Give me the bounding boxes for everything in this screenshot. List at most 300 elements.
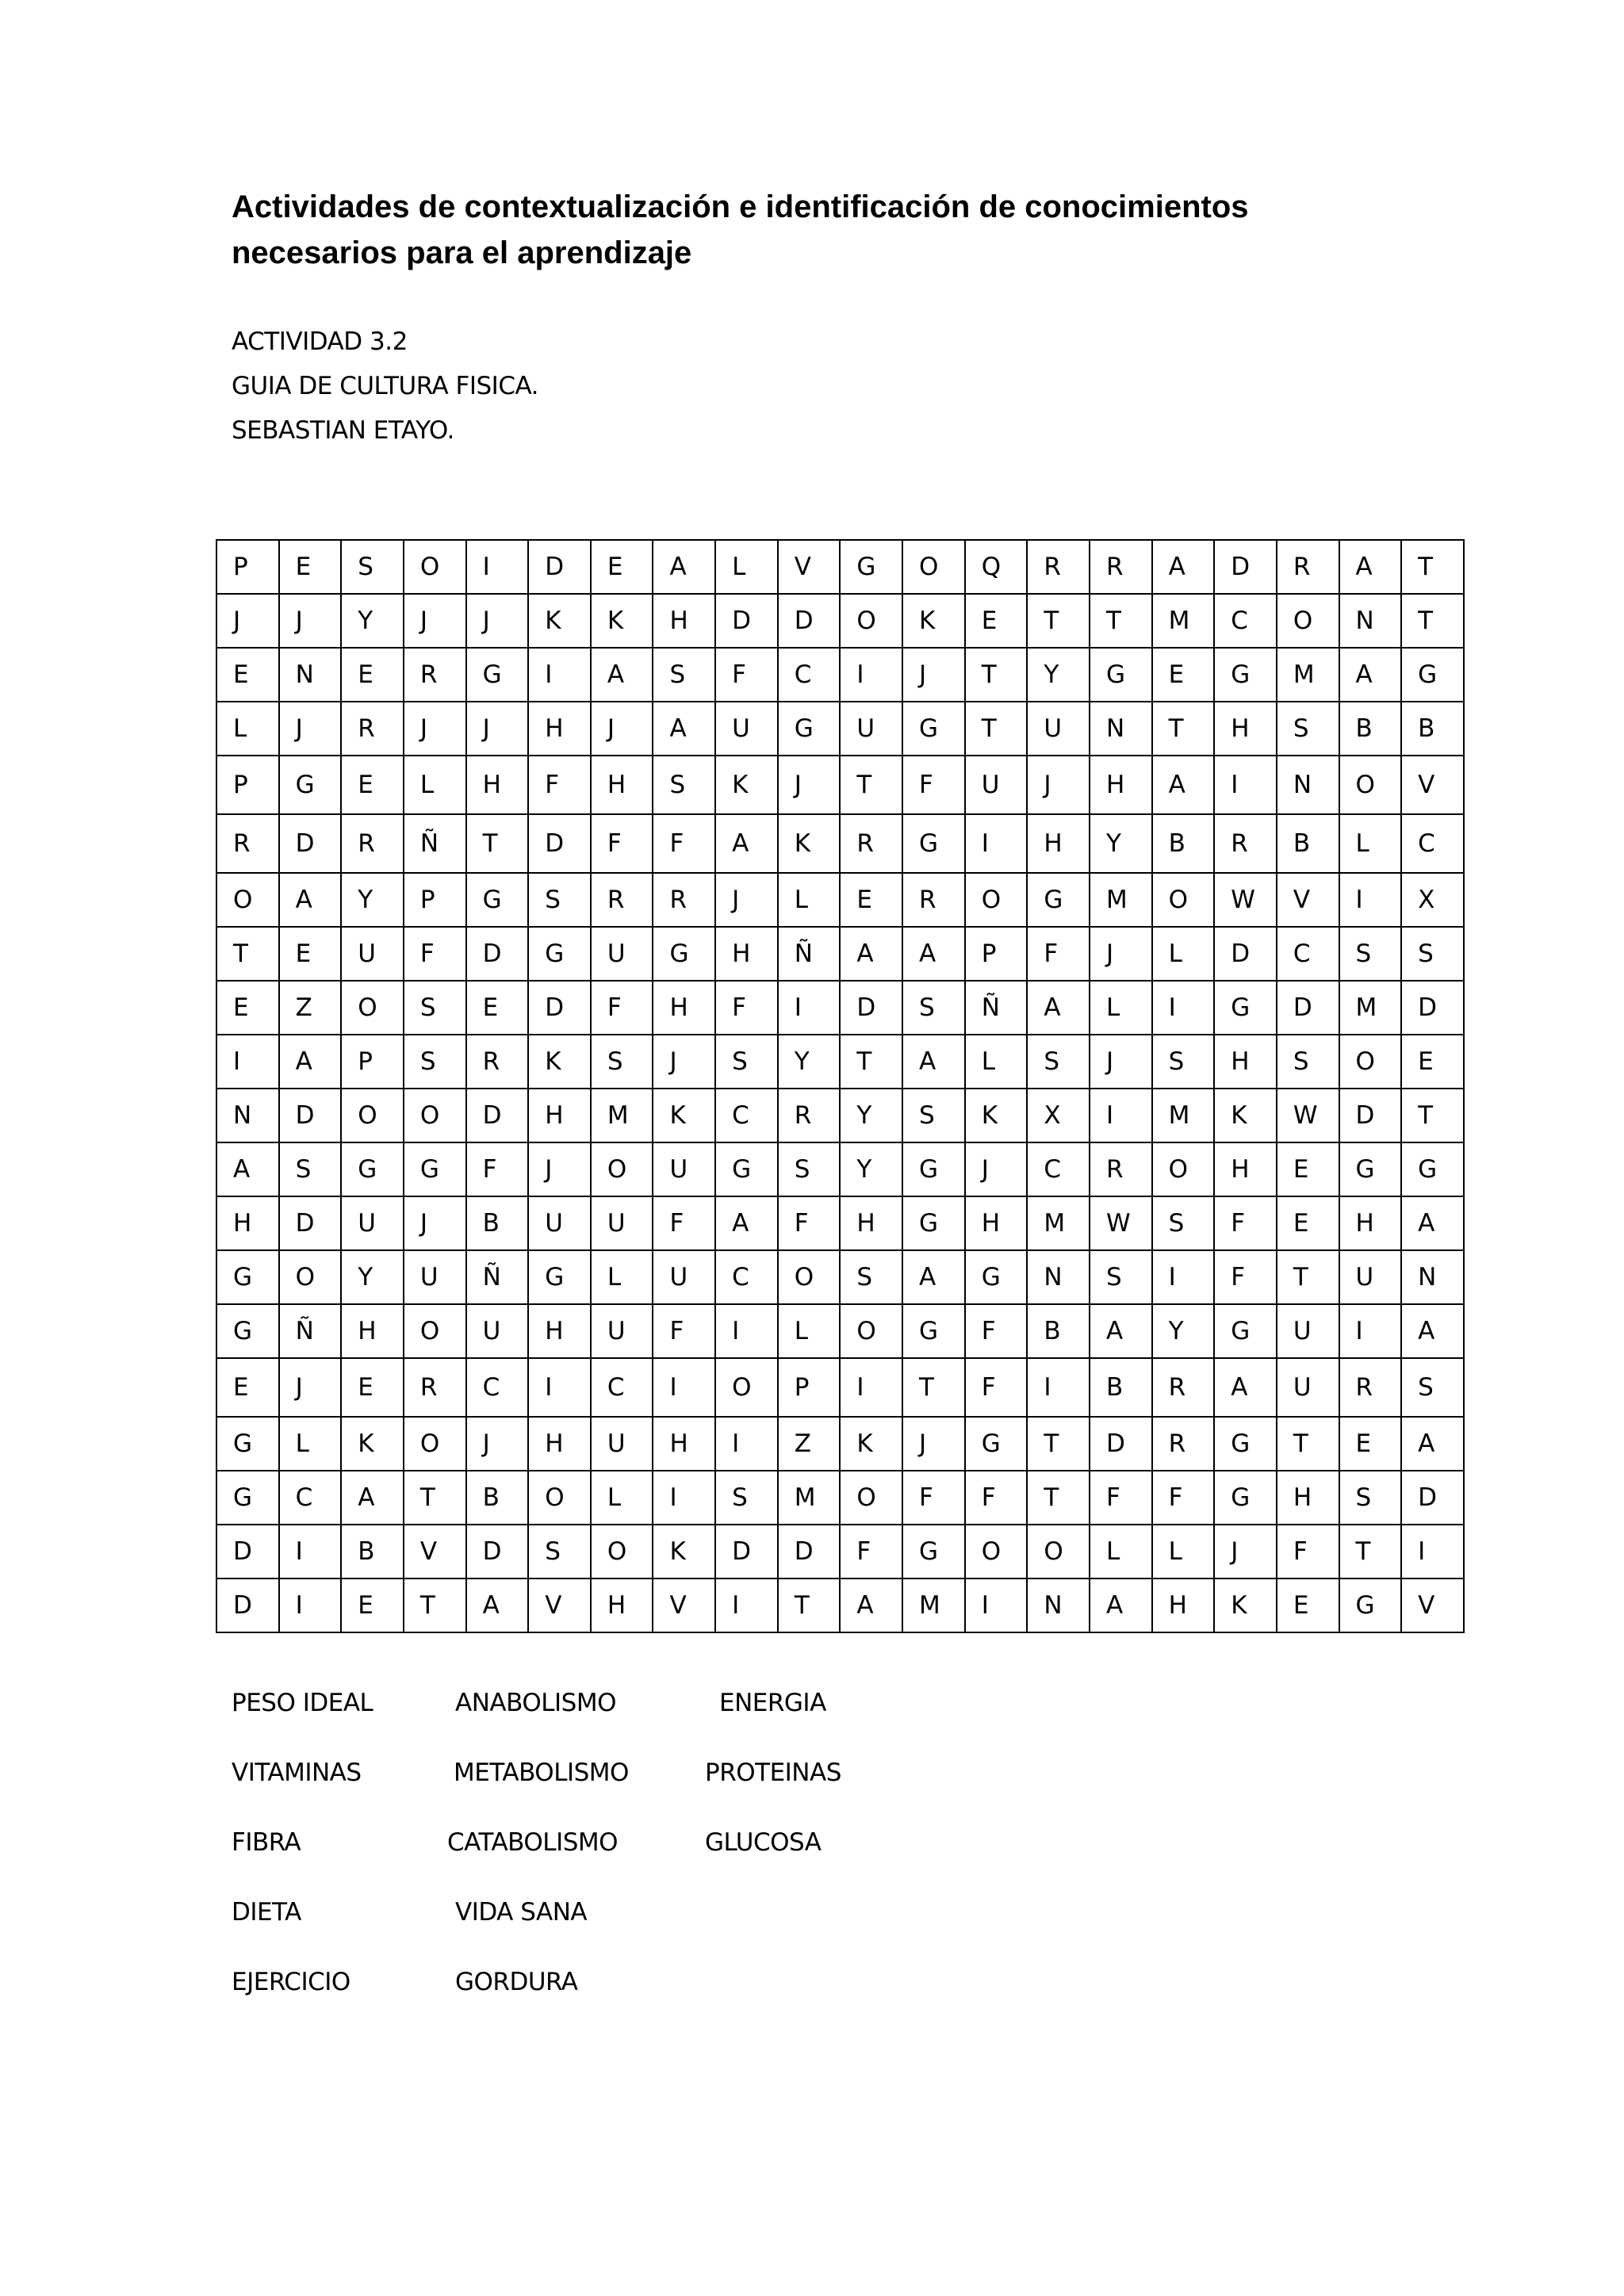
grid-cell: E xyxy=(216,648,279,702)
grid-cell: G xyxy=(902,1525,965,1578)
grid-cell: R xyxy=(591,873,653,927)
grid-cell: G xyxy=(1214,648,1277,702)
grid-cell: T xyxy=(1339,1525,1402,1578)
grid-cell: E xyxy=(591,540,653,594)
grid-cell: C xyxy=(778,648,841,702)
grid-cell: D xyxy=(840,981,902,1035)
grid-cell: Y xyxy=(778,1035,841,1089)
grid-cell: T xyxy=(404,1471,466,1525)
grid-cell: O xyxy=(965,1525,1028,1578)
word-search-grid xyxy=(216,539,1465,1633)
grid-cell: R xyxy=(1277,540,1339,594)
grid-cell: T xyxy=(1277,1250,1339,1304)
grid-cell: V xyxy=(1401,1578,1464,1632)
page-title: Actividades de contextualización e identificación de conocimientos necesarios para el aprendizaje xyxy=(232,189,1249,270)
grid-cell: E xyxy=(1277,1578,1339,1632)
grid-cell: B xyxy=(1027,1304,1090,1358)
grid-cell: C xyxy=(591,1358,653,1417)
grid-cell: C xyxy=(715,1250,778,1304)
grid-row xyxy=(216,1196,1464,1250)
grid-cell: L xyxy=(216,702,279,756)
grid-cell: I xyxy=(840,648,902,702)
grid-cell: G xyxy=(902,1196,965,1250)
grid-cell: I xyxy=(653,1471,715,1525)
grid-cell: K xyxy=(528,594,591,648)
grid-row xyxy=(216,1035,1464,1089)
grid-cell: Ñ xyxy=(965,981,1028,1035)
grid-cell: O xyxy=(840,1304,902,1358)
grid-cell: S xyxy=(1152,1196,1215,1250)
grid-cell: G xyxy=(216,1417,279,1471)
grid-cell: A xyxy=(279,873,342,927)
grid-cell: R xyxy=(902,873,965,927)
grid-cell: B xyxy=(1090,1358,1152,1417)
grid-cell: O xyxy=(591,1525,653,1578)
grid-cell: E xyxy=(1339,1417,1402,1471)
grid-cell: G xyxy=(1401,1142,1464,1196)
grid-cell: A xyxy=(591,648,653,702)
grid-cell: M xyxy=(1152,1089,1215,1142)
grid-cell: Q xyxy=(965,540,1028,594)
grid-cell: D xyxy=(715,594,778,648)
grid-cell: R xyxy=(1152,1358,1215,1417)
grid-cell: O xyxy=(1152,1142,1215,1196)
grid-cell: S xyxy=(653,756,715,814)
grid-cell: J xyxy=(466,1417,529,1471)
grid-cell: J xyxy=(778,756,841,814)
grid-row xyxy=(216,981,1464,1035)
grid-cell: N xyxy=(1401,1250,1464,1304)
grid-cell: J xyxy=(279,594,342,648)
grid-cell: T xyxy=(1027,1417,1090,1471)
grid-cell: F xyxy=(591,981,653,1035)
grid-cell: J xyxy=(1090,1035,1152,1089)
grid-cell: G xyxy=(216,1304,279,1358)
grid-cell: S xyxy=(1339,927,1402,981)
grid-cell: H xyxy=(466,756,529,814)
grid-cell: J xyxy=(902,648,965,702)
grid-cell: T xyxy=(1401,594,1464,648)
grid-cell: F xyxy=(591,814,653,873)
grid-cell: C xyxy=(1027,1142,1090,1196)
grid-cell: R xyxy=(404,648,466,702)
grid-cell: W xyxy=(1214,873,1277,927)
grid-cell: E xyxy=(341,648,404,702)
grid-cell: W xyxy=(1090,1196,1152,1250)
grid-cell: B xyxy=(1277,814,1339,873)
grid-cell: D xyxy=(528,981,591,1035)
grid-cell: H xyxy=(1027,814,1090,873)
grid-cell: H xyxy=(528,1417,591,1471)
grid-cell: J xyxy=(653,1035,715,1089)
grid-cell: U xyxy=(341,927,404,981)
grid-row xyxy=(216,873,1464,927)
grid-cell: K xyxy=(840,1417,902,1471)
activity-info xyxy=(232,320,538,453)
grid-cell: E xyxy=(1277,1196,1339,1250)
grid-row xyxy=(216,1089,1464,1142)
grid-cell: R xyxy=(341,814,404,873)
grid-cell: A xyxy=(902,1035,965,1089)
grid-cell: K xyxy=(902,594,965,648)
grid-cell: H xyxy=(1214,1142,1277,1196)
grid-cell: R xyxy=(653,873,715,927)
grid-cell: H xyxy=(1277,1471,1339,1525)
grid-cell: D xyxy=(279,1089,342,1142)
grid-cell: R xyxy=(466,1035,529,1089)
grid-cell: U xyxy=(466,1304,529,1358)
grid-row xyxy=(216,648,1464,702)
grid-cell: G xyxy=(466,873,529,927)
grid-cell: E xyxy=(1277,1142,1339,1196)
grid-cell: G xyxy=(466,648,529,702)
grid-cell: S xyxy=(902,1089,965,1142)
grid-cell: H xyxy=(528,1089,591,1142)
grid-cell: G xyxy=(902,1304,965,1358)
grid-cell: Ñ xyxy=(404,814,466,873)
grid-cell: H xyxy=(341,1304,404,1358)
grid-row xyxy=(216,540,1464,594)
grid-cell: A xyxy=(1090,1578,1152,1632)
grid-cell: P xyxy=(216,540,279,594)
grid-cell: F xyxy=(1090,1471,1152,1525)
grid-cell: Z xyxy=(778,1417,841,1471)
grid-cell: I xyxy=(653,1358,715,1417)
grid-cell: A xyxy=(1027,981,1090,1035)
grid-cell: O xyxy=(840,594,902,648)
grid-cell: T xyxy=(965,702,1028,756)
word-item: VITAMINAS xyxy=(232,1758,362,1787)
grid-cell: E xyxy=(341,1578,404,1632)
grid-cell: G xyxy=(1214,1304,1277,1358)
grid-cell: C xyxy=(1214,594,1277,648)
grid-cell: H xyxy=(1090,756,1152,814)
grid-cell: K xyxy=(715,756,778,814)
grid-cell: J xyxy=(965,1142,1028,1196)
grid-cell: G xyxy=(1090,648,1152,702)
activity-number: ACTIVIDAD 3.2 xyxy=(232,327,408,356)
grid-cell: Y xyxy=(1027,648,1090,702)
grid-cell: H xyxy=(591,1578,653,1632)
grid-cell: G xyxy=(902,814,965,873)
grid-cell: U xyxy=(591,1304,653,1358)
grid-cell: F xyxy=(1214,1196,1277,1250)
grid-cell: O xyxy=(404,1304,466,1358)
grid-cell: S xyxy=(1339,1471,1402,1525)
grid-cell: S xyxy=(1401,1358,1464,1417)
grid-row xyxy=(216,1250,1464,1304)
grid-cell: E xyxy=(840,873,902,927)
grid-cell: N xyxy=(1339,594,1402,648)
grid-cell: O xyxy=(778,1250,841,1304)
grid-cell: B xyxy=(466,1196,529,1250)
word-item: ENERGIA xyxy=(719,1689,826,1717)
grid-cell: V xyxy=(1277,873,1339,927)
grid-cell: G xyxy=(1401,648,1464,702)
grid-cell: M xyxy=(591,1089,653,1142)
grid-cell: T xyxy=(1401,540,1464,594)
grid-cell: L xyxy=(1090,981,1152,1035)
grid-cell: K xyxy=(778,814,841,873)
grid-cell: S xyxy=(653,648,715,702)
grid-cell: F xyxy=(715,981,778,1035)
grid-cell: E xyxy=(341,756,404,814)
grid-cell: O xyxy=(840,1471,902,1525)
grid-cell: X xyxy=(1401,873,1464,927)
grid-cell: C xyxy=(279,1471,342,1525)
grid-cell: U xyxy=(591,1417,653,1471)
grid-cell: S xyxy=(1277,1035,1339,1089)
grid-cell: D xyxy=(1090,1417,1152,1471)
grid-cell: R xyxy=(341,702,404,756)
grid-cell: T xyxy=(216,927,279,981)
grid-cell: P xyxy=(404,873,466,927)
word-item: PESO IDEAL xyxy=(232,1689,373,1717)
grid-cell: U xyxy=(1339,1250,1402,1304)
grid-cell: M xyxy=(1339,981,1402,1035)
grid-cell: P xyxy=(341,1035,404,1089)
grid-cell: C xyxy=(1277,927,1339,981)
grid-cell: V xyxy=(653,1578,715,1632)
grid-cell: U xyxy=(965,756,1028,814)
grid-cell: E xyxy=(965,594,1028,648)
grid-row xyxy=(216,702,1464,756)
grid-cell: U xyxy=(591,927,653,981)
grid-cell: A xyxy=(1152,756,1215,814)
grid-cell: I xyxy=(715,1417,778,1471)
grid-cell: S xyxy=(1277,702,1339,756)
grid-cell: T xyxy=(1027,1471,1090,1525)
grid-cell: S xyxy=(778,1142,841,1196)
grid-cell: D xyxy=(466,927,529,981)
grid-cell: P xyxy=(778,1358,841,1417)
grid-cell: K xyxy=(1214,1089,1277,1142)
grid-cell: W xyxy=(1277,1089,1339,1142)
grid-cell: I xyxy=(840,1358,902,1417)
grid-cell: A xyxy=(1152,540,1215,594)
grid-cell: I xyxy=(528,1358,591,1417)
grid-cell: B xyxy=(1152,814,1215,873)
grid-cell: G xyxy=(1339,1142,1402,1196)
grid-cell: H xyxy=(1214,702,1277,756)
grid-cell: R xyxy=(216,814,279,873)
grid-cell: B xyxy=(1401,702,1464,756)
grid-cell: S xyxy=(341,540,404,594)
grid-cell: G xyxy=(778,702,841,756)
grid-cell: U xyxy=(528,1196,591,1250)
grid-cell: F xyxy=(1277,1525,1339,1578)
grid-cell: J xyxy=(466,594,529,648)
grid-cell: O xyxy=(1339,1035,1402,1089)
grid-cell: O xyxy=(1339,756,1402,814)
grid-cell: Y xyxy=(341,594,404,648)
grid-cell: N xyxy=(1277,756,1339,814)
grid-cell: J xyxy=(591,702,653,756)
word-item: GORDURA xyxy=(455,1968,578,1996)
word-item: CATABOLISMO xyxy=(447,1828,619,1857)
grid-cell: H xyxy=(965,1196,1028,1250)
grid-cell: L xyxy=(1152,1525,1215,1578)
grid-cell: J xyxy=(1214,1525,1277,1578)
grid-cell: L xyxy=(591,1471,653,1525)
grid-cell: A xyxy=(902,927,965,981)
grid-cell: H xyxy=(715,927,778,981)
grid-cell: L xyxy=(591,1250,653,1304)
grid-cell: I xyxy=(279,1578,342,1632)
grid-cell: O xyxy=(216,873,279,927)
grid-cell: H xyxy=(653,1417,715,1471)
grid-cell: U xyxy=(404,1250,466,1304)
grid-cell: D xyxy=(1214,540,1277,594)
grid-cell: R xyxy=(404,1358,466,1417)
guide-name: GUIA DE CULTURA FISICA. xyxy=(232,372,538,400)
grid-cell: Ñ xyxy=(778,927,841,981)
grid-cell: K xyxy=(341,1417,404,1471)
grid-cell: T xyxy=(1090,594,1152,648)
grid-cell: G xyxy=(840,540,902,594)
grid-row xyxy=(216,1358,1464,1417)
grid-cell: D xyxy=(528,814,591,873)
grid-cell: C xyxy=(715,1089,778,1142)
grid-row xyxy=(216,1142,1464,1196)
grid-cell: S xyxy=(1401,927,1464,981)
grid-cell: O xyxy=(404,540,466,594)
grid-cell: A xyxy=(1339,648,1402,702)
grid-cell: I xyxy=(1339,1304,1402,1358)
grid-cell: E xyxy=(279,540,342,594)
grid-cell: U xyxy=(715,702,778,756)
grid-cell: S xyxy=(528,1525,591,1578)
grid-cell: N xyxy=(216,1089,279,1142)
grid-cell: E xyxy=(216,981,279,1035)
grid-cell: P xyxy=(965,927,1028,981)
grid-cell: U xyxy=(1027,702,1090,756)
grid-cell: A xyxy=(653,702,715,756)
grid-cell: S xyxy=(404,981,466,1035)
grid-cell: V xyxy=(404,1525,466,1578)
grid-cell: S xyxy=(1027,1035,1090,1089)
grid-cell: Y xyxy=(1090,814,1152,873)
grid-cell: G xyxy=(902,1142,965,1196)
grid-cell: M xyxy=(1090,873,1152,927)
grid-cell: V xyxy=(528,1578,591,1632)
grid-cell: D xyxy=(1401,981,1464,1035)
grid-cell: I xyxy=(965,814,1028,873)
grid-cell: T xyxy=(778,1578,841,1632)
grid-cell: I xyxy=(715,1578,778,1632)
grid-cell: H xyxy=(1214,1035,1277,1089)
grid-cell: F xyxy=(1027,927,1090,981)
grid-cell: S xyxy=(528,873,591,927)
grid-cell: E xyxy=(279,927,342,981)
grid-cell: I xyxy=(1214,756,1277,814)
grid-cell: S xyxy=(715,1035,778,1089)
grid-cell: J xyxy=(404,1196,466,1250)
grid-cell: U xyxy=(341,1196,404,1250)
grid-cell: E xyxy=(1401,1035,1464,1089)
grid-cell: G xyxy=(902,702,965,756)
grid-cell: L xyxy=(715,540,778,594)
grid-cell: P xyxy=(216,756,279,814)
grid-cell: G xyxy=(1214,1417,1277,1471)
grid-cell: S xyxy=(840,1250,902,1304)
word-item: FIBRA xyxy=(232,1828,301,1857)
grid-cell: E xyxy=(1152,648,1215,702)
grid-cell: K xyxy=(653,1525,715,1578)
grid-cell: J xyxy=(404,594,466,648)
grid-cell: Y xyxy=(341,873,404,927)
grid-cell: A xyxy=(216,1142,279,1196)
grid-cell: A xyxy=(1401,1417,1464,1471)
grid-row xyxy=(216,1578,1464,1632)
grid-cell: L xyxy=(1339,814,1402,873)
grid-cell: H xyxy=(216,1196,279,1250)
grid-cell: B xyxy=(466,1471,529,1525)
grid-cell: H xyxy=(528,702,591,756)
grid-cell: T xyxy=(902,1358,965,1417)
grid-cell: K xyxy=(653,1089,715,1142)
grid-cell: F xyxy=(653,1304,715,1358)
grid-cell: N xyxy=(1027,1250,1090,1304)
grid-cell: A xyxy=(715,814,778,873)
grid-cell: J xyxy=(279,1358,342,1417)
grid-cell: F xyxy=(965,1471,1028,1525)
grid-cell: F xyxy=(840,1525,902,1578)
grid-cell: G xyxy=(965,1417,1028,1471)
grid-cell: H xyxy=(591,756,653,814)
grid-cell: A xyxy=(1214,1358,1277,1417)
grid-cell: K xyxy=(965,1089,1028,1142)
grid-cell: J xyxy=(279,702,342,756)
grid-row xyxy=(216,1304,1464,1358)
grid-cell: T xyxy=(1277,1417,1339,1471)
grid-row xyxy=(216,1525,1464,1578)
grid-cell: O xyxy=(404,1417,466,1471)
grid-cell: O xyxy=(404,1089,466,1142)
grid-cell: N xyxy=(279,648,342,702)
word-item: DIETA xyxy=(232,1898,301,1927)
grid-cell: Y xyxy=(840,1089,902,1142)
grid-cell: O xyxy=(1277,594,1339,648)
grid-cell: S xyxy=(591,1035,653,1089)
grid-cell: S xyxy=(1152,1035,1215,1089)
grid-row xyxy=(216,814,1464,873)
grid-cell: X xyxy=(1027,1089,1090,1142)
word-item: ANABOLISMO xyxy=(455,1689,616,1717)
grid-cell: A xyxy=(902,1250,965,1304)
grid-cell: V xyxy=(778,540,841,594)
grid-cell: G xyxy=(279,756,342,814)
grid-cell: H xyxy=(1339,1196,1402,1250)
grid-cell: F xyxy=(902,756,965,814)
grid-cell: U xyxy=(653,1142,715,1196)
grid-cell: D xyxy=(279,1196,342,1250)
grid-cell: F xyxy=(778,1196,841,1250)
grid-cell: L xyxy=(778,873,841,927)
grid-cell: A xyxy=(341,1471,404,1525)
grid-cell: Y xyxy=(341,1250,404,1304)
word-item: EJERCICIO xyxy=(232,1968,350,1996)
grid-cell: O xyxy=(1152,873,1215,927)
grid-cell: O xyxy=(591,1142,653,1196)
grid-cell: N xyxy=(1090,702,1152,756)
grid-cell: T xyxy=(1027,594,1090,648)
grid-cell: G xyxy=(1339,1578,1402,1632)
grid-cell: D xyxy=(1214,927,1277,981)
grid-cell: F xyxy=(466,1142,529,1196)
grid-cell: J xyxy=(528,1142,591,1196)
grid-cell: O xyxy=(1027,1525,1090,1578)
